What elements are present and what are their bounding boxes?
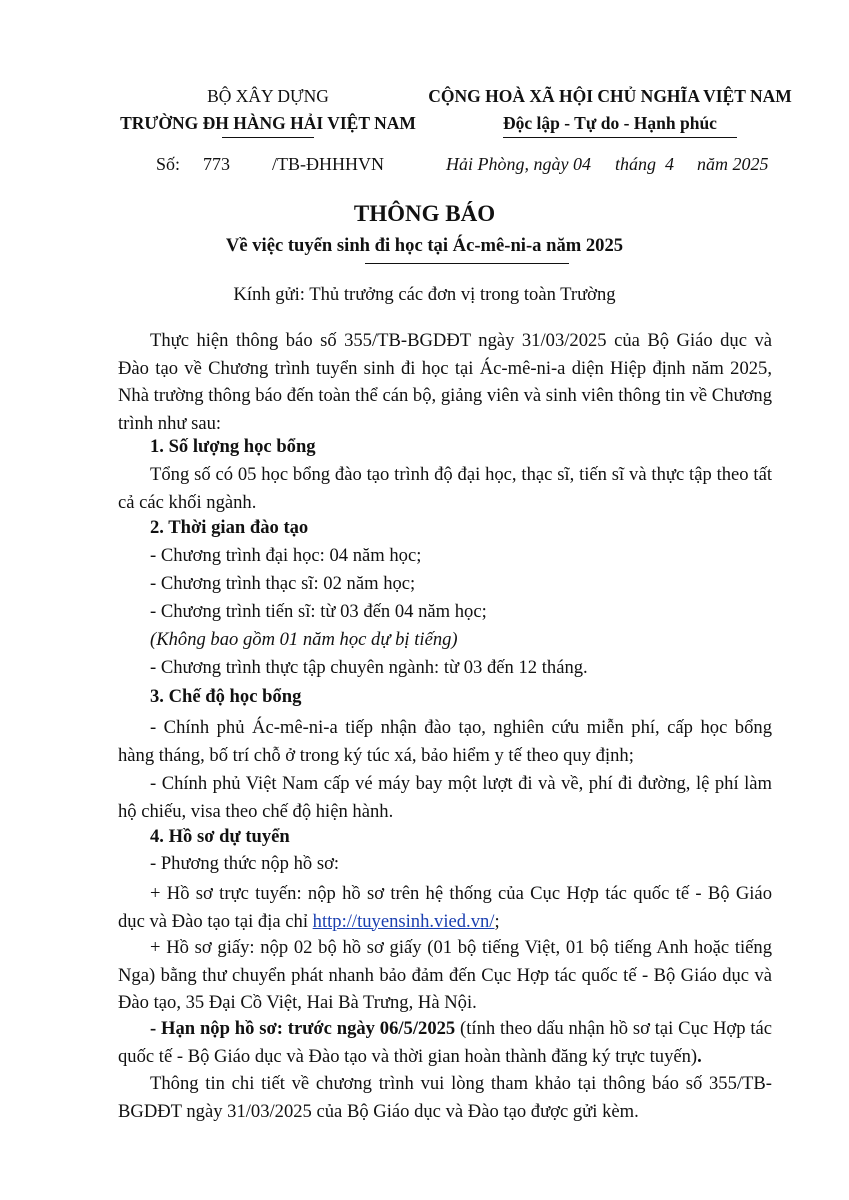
notice-title: THÔNG BÁO <box>353 201 496 226</box>
document-code: /TB-ĐHHHVN <box>272 154 384 174</box>
section-4-heading: 4. Hồ sơ dự tuyển <box>150 826 290 847</box>
notice-subtitle: Về việc tuyển sinh đi học tại Ác-mê-ni-a năm 2025 <box>225 235 624 256</box>
online-submission-paragraph: + Hồ sơ trực tuyến: nộp hồ sơ trên hệ thống của Cục Hợp tác quốc tế - Bộ Giáo dục và Đào tạo tại địa chỉ http://tuyensinh.vied.vn/; <box>118 883 772 932</box>
registration-link[interactable]: http://tuyensinh.vied.vn/ <box>312 910 495 932</box>
list-item: - Chương trình tiến sĩ: từ 03 đến 04 năm học; <box>150 601 487 622</box>
university-underline <box>222 137 314 138</box>
place-date: Hải Phòng, ngày 04 <box>446 154 591 174</box>
submission-method-label: - Phương thức nộp hồ sơ: <box>150 853 340 874</box>
subtitle-underline <box>365 263 569 264</box>
paper-submission-paragraph: + Hồ sơ giấy: nộp 02 bộ hồ sơ giấy (01 bộ tiếng Việt, 01 bộ tiếng Anh hoặc tiếng Nga) bằng thư chuyển phát nhanh bảo đảm đến Cục Hợp tác quốc tế - Bộ Giáo dục và Đào tạo, 35 Đại Cồ Việt, Hai Bà Trưng, Hà Nội. <box>118 937 772 1013</box>
section-2-heading: 2. Thời gian đào tạo <box>150 517 309 538</box>
section-3-paragraph-1: - Chính phủ Ác-mê-ni-a tiếp nhận đào tạo, nghiên cứu miễn phí, cấp học bổng hàng tháng, bố trí chỗ ở trong ký túc xá, bảo hiểm y tế theo quy định; <box>118 717 772 766</box>
list-item: - Chương trình thực tập chuyên ngành: từ 03 đến 12 tháng. <box>150 657 588 678</box>
section-1-text: Tổng số có 05 học bổng đào tạo trình độ đại học, thạc sĩ, tiến sĩ và thực tập theo tất cả các khối ngành. <box>118 464 772 513</box>
list-item: - Chương trình thạc sĩ: 02 năm học; <box>150 573 416 594</box>
country-name: CỘNG HOÀ XÃ HỘI CHỦ NGHĨA VIỆT NAM <box>428 86 792 106</box>
list-note: (Không bao gồm 01 năm học dự bị tiếng) <box>150 629 458 650</box>
deadline-paragraph: - Hạn nộp hồ sơ: trước ngày 06/5/2025 (tính theo dấu nhận hồ sơ tại Cục Hợp tác quốc tế - Bộ Giáo dục và Đào tạo và thời gian hoàn thành đăng ký trực tuyến). <box>118 1018 773 1067</box>
section-1-heading: 1. Số lượng học bổng <box>150 436 316 457</box>
section-3-heading: 3. Chế độ học bổng <box>150 686 302 707</box>
closing-paragraph: Thông tin chi tiết về chương trình vui lòng tham khảo tại thông báo số 355/TB-BGDĐT ngày 31/03/2025 của Bộ Giáo dục và Đào tạo được gửi kèm. <box>118 1073 772 1122</box>
intro-paragraph: Thực hiện thông báo số 355/TB-BGDĐT ngày 31/03/2025 của Bộ Giáo dục và Đào tạo về Chương trình tuyển sinh đi học tại Ác-mê-ni-a diện Hiệp định năm 2025, Nhà trường thông báo đến toàn thể cán bộ, giảng viên và sinh viên thông tin về Chương trình như sau: <box>118 330 772 434</box>
date-year: năm 2025 <box>697 154 769 174</box>
recipient-line: Kính gửi: Thủ trưởng các đơn vị trong toàn Trường <box>233 284 616 305</box>
national-motto: Độc lập - Tự do - Hạnh phúc <box>503 113 717 133</box>
ministry-name: BỘ XÂY DỰNG <box>207 86 329 106</box>
date-month: tháng 4 <box>615 154 675 174</box>
section-3-paragraph-2: - Chính phủ Việt Nam cấp vé máy bay một lượt đi và về, phí đi đường, lệ phí làm hộ chiếu, visa theo chế độ hiện hành. <box>118 773 772 822</box>
document-number: 773 <box>203 154 230 174</box>
deadline-date: trước ngày 06/5/2025 <box>287 1018 456 1039</box>
list-item: - Chương trình đại học: 04 năm học; <box>150 545 422 566</box>
number-label: Số: <box>156 154 181 174</box>
motto-underline <box>503 137 737 138</box>
university-name: TRƯỜNG ĐH HÀNG HẢI VIỆT NAM <box>120 113 416 133</box>
